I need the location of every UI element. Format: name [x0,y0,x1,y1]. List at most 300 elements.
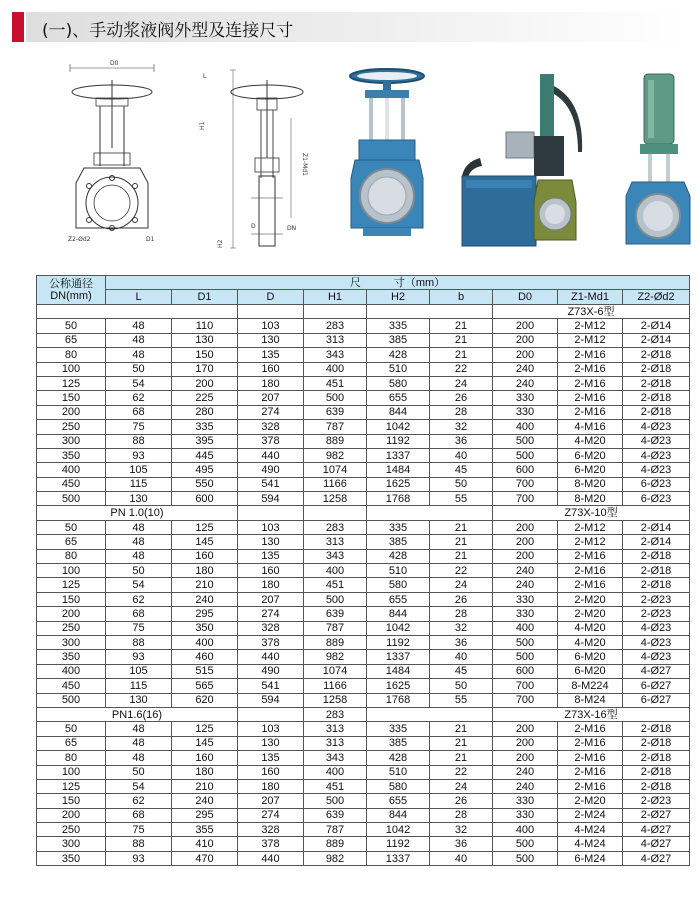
table-cell: 103 [238,319,304,333]
table-cell: 200 [493,751,558,765]
table-cell: 510 [367,765,430,779]
table-cell: 110 [172,319,238,333]
table-cell: 26 [430,592,493,606]
dn-label: DN [287,225,297,232]
table-row [37,405,690,419]
table-cell: 594 [238,693,304,707]
h2-label: H2 [217,239,224,248]
dn-cell: 100 [37,765,106,779]
table-cell: 50 [106,564,172,578]
table-cell: 22 [430,765,493,779]
table-cell: 385 [367,535,430,549]
table-cell: 400 [493,823,558,837]
column-header: H2 [367,290,430,305]
table-row [37,448,690,462]
table-cell: 180 [238,779,304,793]
hydraulic-valve-photo [460,72,590,252]
table-cell: 428 [367,549,430,563]
table-cell: 2-Ø18 [623,751,690,765]
table-cell: 6-Ø23 [623,492,690,506]
table-cell: 240 [493,779,558,793]
table-cell: 2-M16 [558,391,623,405]
table-cell: 400 [172,635,238,649]
table-cell: 328 [238,420,304,434]
table-cell: 6-M20 [558,664,623,678]
table-cell: 88 [106,434,172,448]
column-header: L [106,290,172,305]
table-cell: 889 [304,434,367,448]
table-row [37,564,690,578]
table-cell: 21 [430,535,493,549]
table-cell: 1042 [367,621,430,635]
dn-cell: 400 [37,463,106,477]
table-row [37,851,690,865]
section-extra-value [304,506,367,520]
table-cell: 982 [304,851,367,865]
table-cell: 4-M16 [558,420,623,434]
table-cell: 2-M24 [558,808,623,822]
table-cell: 40 [430,448,493,462]
section-header-row [37,305,690,319]
table-cell: 160 [238,765,304,779]
table-cell: 21 [430,722,493,736]
dn-header-line1: 公称通径 [49,278,93,290]
column-header: D0 [493,290,558,305]
table-cell: 410 [172,837,238,851]
table-cell: 160 [238,362,304,376]
table-cell: 1258 [304,492,367,506]
table-cell: 2-Ø14 [623,333,690,347]
z1-md1-label: Z1-Md1 [301,153,308,176]
table-cell: 55 [430,693,493,707]
table-cell: 274 [238,405,304,419]
table-cell: 68 [106,607,172,621]
table-cell: 330 [493,808,558,822]
table-cell: 2-M16 [558,405,623,419]
table-cell: 844 [367,607,430,621]
table-cell: 639 [304,405,367,419]
table-row [37,736,690,750]
table-cell: 105 [106,664,172,678]
table-cell: 787 [304,823,367,837]
table-cell: 200 [493,319,558,333]
dn-cell: 300 [37,635,106,649]
table-cell: 4-M20 [558,434,623,448]
table-cell: 180 [172,564,238,578]
table-row [37,751,690,765]
dims-header: 尺 寸（mm） [106,276,690,290]
table-cell: 240 [493,564,558,578]
table-cell: 93 [106,851,172,865]
table-cell: 313 [304,736,367,750]
table-cell: 451 [304,376,367,390]
table-cell: 2-M16 [558,765,623,779]
dn-cell: 350 [37,650,106,664]
table-cell: 1768 [367,492,430,506]
table-cell: 600 [493,463,558,477]
table-cell: 48 [106,520,172,534]
table-cell: 1484 [367,463,430,477]
table-cell: 2-M12 [558,520,623,534]
table-cell: 594 [238,492,304,506]
table-cell: 200 [493,722,558,736]
table-cell: 200 [493,333,558,347]
dn-cell: 50 [37,520,106,534]
table-cell: 2-Ø27 [623,808,690,822]
table-cell: 200 [493,520,558,534]
table-cell: 88 [106,635,172,649]
table-cell: 1337 [367,851,430,865]
table-cell: 283 [304,520,367,534]
table-cell: 4-M20 [558,635,623,649]
table-row [37,765,690,779]
table-cell: 889 [304,837,367,851]
table-cell: 54 [106,779,172,793]
table-cell: 48 [106,751,172,765]
table-cell: 125 [172,722,238,736]
dn-cell: 200 [37,607,106,621]
table-row [37,794,690,808]
column-header: b [430,290,493,305]
table-cell: 4-Ø23 [623,650,690,664]
table-cell: 1625 [367,679,430,693]
table-cell: 490 [238,664,304,678]
table-cell: 2-Ø14 [623,319,690,333]
table-cell: 50 [430,477,493,491]
dn-cell: 125 [37,779,106,793]
table-cell: 1042 [367,823,430,837]
table-cell: 655 [367,794,430,808]
table-cell: 180 [238,376,304,390]
table-cell: 6-Ø27 [623,679,690,693]
table-cell: 580 [367,578,430,592]
table-cell: 2-Ø18 [623,765,690,779]
table-cell: 24 [430,578,493,592]
table-cell: 210 [172,779,238,793]
table-cell: 541 [238,477,304,491]
table-cell: 24 [430,376,493,390]
table-cell: 105 [106,463,172,477]
table-cell: 6-M24 [558,851,623,865]
column-header: Z2-Ød2 [623,290,690,305]
table-row [37,693,690,707]
table-cell: 200 [493,348,558,362]
table-cell: 45 [430,463,493,477]
table-cell: 500 [304,592,367,606]
table-cell: 135 [238,751,304,765]
table-cell: 500 [493,448,558,462]
table-row [37,420,690,434]
d-label: D [251,223,256,230]
table-cell: 639 [304,607,367,621]
table-cell: 8-M24 [558,693,623,707]
table-cell: 207 [238,391,304,405]
table-row [37,477,690,491]
table-cell: 48 [106,319,172,333]
table-cell: 240 [493,376,558,390]
table-cell: 274 [238,808,304,822]
table-cell: 21 [430,319,493,333]
dn-cell: 300 [37,837,106,851]
table-cell: 500 [493,851,558,865]
dn-cell: 500 [37,693,106,707]
table-cell: 21 [430,549,493,563]
table-row [37,348,690,362]
table-cell: 115 [106,477,172,491]
table-cell: 1484 [367,664,430,678]
dn-cell: 150 [37,794,106,808]
table-body [37,305,690,866]
table-cell: 451 [304,779,367,793]
table-cell: 2-M16 [558,376,623,390]
table-cell: 130 [172,333,238,347]
blank-cell [238,305,304,319]
table-cell: 2-M20 [558,794,623,808]
table-cell: 2-M20 [558,607,623,621]
table-cell: 8-M224 [558,679,623,693]
table-cell: 1768 [367,693,430,707]
table-cell: 32 [430,420,493,434]
table-cell: 1074 [304,463,367,477]
table-cell: 22 [430,564,493,578]
table-cell: 700 [493,679,558,693]
table-row [37,823,690,837]
table-cell: 4-Ø23 [623,448,690,462]
table-cell: 274 [238,607,304,621]
table-cell: 4-Ø27 [623,664,690,678]
table-cell: 330 [493,607,558,621]
table-cell: 48 [106,333,172,347]
dn-cell: 150 [37,592,106,606]
table-cell: 495 [172,463,238,477]
blank-cell [238,707,304,721]
dn-cell: 200 [37,405,106,419]
d1-label: D1 [146,236,155,243]
table-cell: 4-Ø23 [623,635,690,649]
table-cell: 1337 [367,448,430,462]
table-row [37,492,690,506]
table-cell: 500 [493,650,558,664]
dn-cell: 125 [37,376,106,390]
table-cell: 130 [238,535,304,549]
table-cell: 22 [430,362,493,376]
dn-cell: 150 [37,391,106,405]
table-cell: 2-Ø14 [623,520,690,534]
table-cell: 8-M20 [558,492,623,506]
table-cell: 378 [238,635,304,649]
table-row [37,549,690,563]
pressure-rating: PN1.6(16) [37,707,238,721]
table-cell: 8-M20 [558,477,623,491]
section-title: (一)、手动浆液阀外型及连接尺寸 [42,21,294,41]
blank-cell [367,506,493,520]
table-cell: 844 [367,808,430,822]
table-cell: 510 [367,362,430,376]
table-cell: 1166 [304,477,367,491]
table-cell: 68 [106,808,172,822]
table-cell: 395 [172,434,238,448]
column-header: D [238,290,304,305]
table-cell: 343 [304,348,367,362]
table-cell: 313 [304,535,367,549]
dn-cell: 250 [37,420,106,434]
table-cell: 93 [106,448,172,462]
section-extra-value [304,305,367,319]
table-cell: 21 [430,333,493,347]
table-cell: 50 [430,679,493,693]
table-cell: 93 [106,650,172,664]
table-cell: 982 [304,650,367,664]
table-cell: 4-M24 [558,823,623,837]
table-row [37,520,690,534]
table-cell: 48 [106,736,172,750]
table-cell: 2-M12 [558,319,623,333]
table-cell: 350 [172,621,238,635]
table-cell: 428 [367,751,430,765]
table-cell: 541 [238,679,304,693]
table-cell: 200 [493,736,558,750]
table-cell: 428 [367,348,430,362]
table-cell: 21 [430,751,493,765]
dimension-table [36,275,690,866]
table-cell: 2-Ø23 [623,794,690,808]
table-cell: 440 [238,448,304,462]
blank-cell [367,707,493,721]
table-cell: 36 [430,434,493,448]
table-row [37,376,690,390]
blank-cell [238,506,304,520]
table-cell: 2-Ø18 [623,391,690,405]
table-cell: 68 [106,405,172,419]
table-cell: 130 [238,736,304,750]
side-view-drawing [195,58,310,258]
table-cell: 700 [493,492,558,506]
table-cell: 4-Ø27 [623,851,690,865]
table-cell: 160 [172,549,238,563]
table-cell: 180 [238,578,304,592]
table-cell: 2-M20 [558,592,623,606]
table-cell: 385 [367,736,430,750]
table-cell: 75 [106,420,172,434]
table-row [37,635,690,649]
table-cell: 88 [106,837,172,851]
table-row [37,607,690,621]
table-cell: 40 [430,851,493,865]
table-cell: 4-Ø27 [623,823,690,837]
table-cell: 2-Ø23 [623,607,690,621]
table-cell: 1166 [304,679,367,693]
valve-figures [0,50,700,265]
table-cell: 4-M20 [558,621,623,635]
table-cell: 470 [172,851,238,865]
dn-cell: 500 [37,492,106,506]
table-row [37,362,690,376]
z2-d2-label: Z2-Ød2 [68,236,91,243]
table-cell: 328 [238,621,304,635]
table-cell: 2-M16 [558,564,623,578]
table-cell: 460 [172,650,238,664]
dn-cell: 50 [37,319,106,333]
table-cell: 2-Ø14 [623,535,690,549]
table-cell: 240 [493,578,558,592]
table-cell: 160 [172,751,238,765]
table-cell: 1337 [367,650,430,664]
table-cell: 240 [493,362,558,376]
table-cell: 2-Ø23 [623,592,690,606]
table-cell: 700 [493,693,558,707]
table-cell: 490 [238,463,304,477]
dn-cell: 100 [37,362,106,376]
table-cell: 32 [430,621,493,635]
table-cell: 28 [430,405,493,419]
table-cell: 50 [106,362,172,376]
table-cell: 2-M12 [558,333,623,347]
table-cell: 200 [493,535,558,549]
table-cell: 400 [304,564,367,578]
table-cell: 335 [367,319,430,333]
table-row [37,722,690,736]
table-cell: 335 [367,722,430,736]
table-cell: 2-M16 [558,736,623,750]
table-cell: 48 [106,549,172,563]
table-cell: 2-Ø18 [623,348,690,362]
table-cell: 21 [430,736,493,750]
table-cell: 2-Ø18 [623,736,690,750]
table-cell: 343 [304,751,367,765]
table-cell: 515 [172,664,238,678]
table-cell: 4-M24 [558,837,623,851]
table-cell: 330 [493,592,558,606]
model-name: Z73X-16型 [493,707,690,721]
column-header: D1 [172,290,238,305]
table-cell: 26 [430,794,493,808]
table-cell: 75 [106,621,172,635]
table-cell: 2-Ø18 [623,362,690,376]
pressure-rating [37,305,238,319]
model-name: Z73X-10型 [493,506,690,520]
table-cell: 355 [172,823,238,837]
table-row [37,434,690,448]
table-cell: 240 [172,794,238,808]
table-head [37,276,690,305]
table-cell: 180 [172,765,238,779]
table-cell: 280 [172,405,238,419]
table-cell: 400 [493,621,558,635]
table-cell: 130 [238,333,304,347]
table-cell: 62 [106,794,172,808]
dn-header [37,276,106,305]
table-cell: 200 [172,376,238,390]
table-cell: 400 [493,420,558,434]
dn-header-line2: DN(mm) [50,290,92,302]
table-cell: 655 [367,391,430,405]
table-cell: 2-M16 [558,779,623,793]
table-cell: 50 [106,765,172,779]
table-row [37,650,690,664]
table-cell: 200 [493,549,558,563]
dn-cell: 300 [37,434,106,448]
table-cell: 135 [238,348,304,362]
table-cell: 1074 [304,664,367,678]
dn-cell: 200 [37,808,106,822]
table-cell: 330 [493,794,558,808]
table-cell: 1625 [367,477,430,491]
table-cell: 21 [430,348,493,362]
table-cell: 28 [430,607,493,621]
table-cell: 130 [106,693,172,707]
dn-cell: 65 [37,535,106,549]
table-cell: 889 [304,635,367,649]
